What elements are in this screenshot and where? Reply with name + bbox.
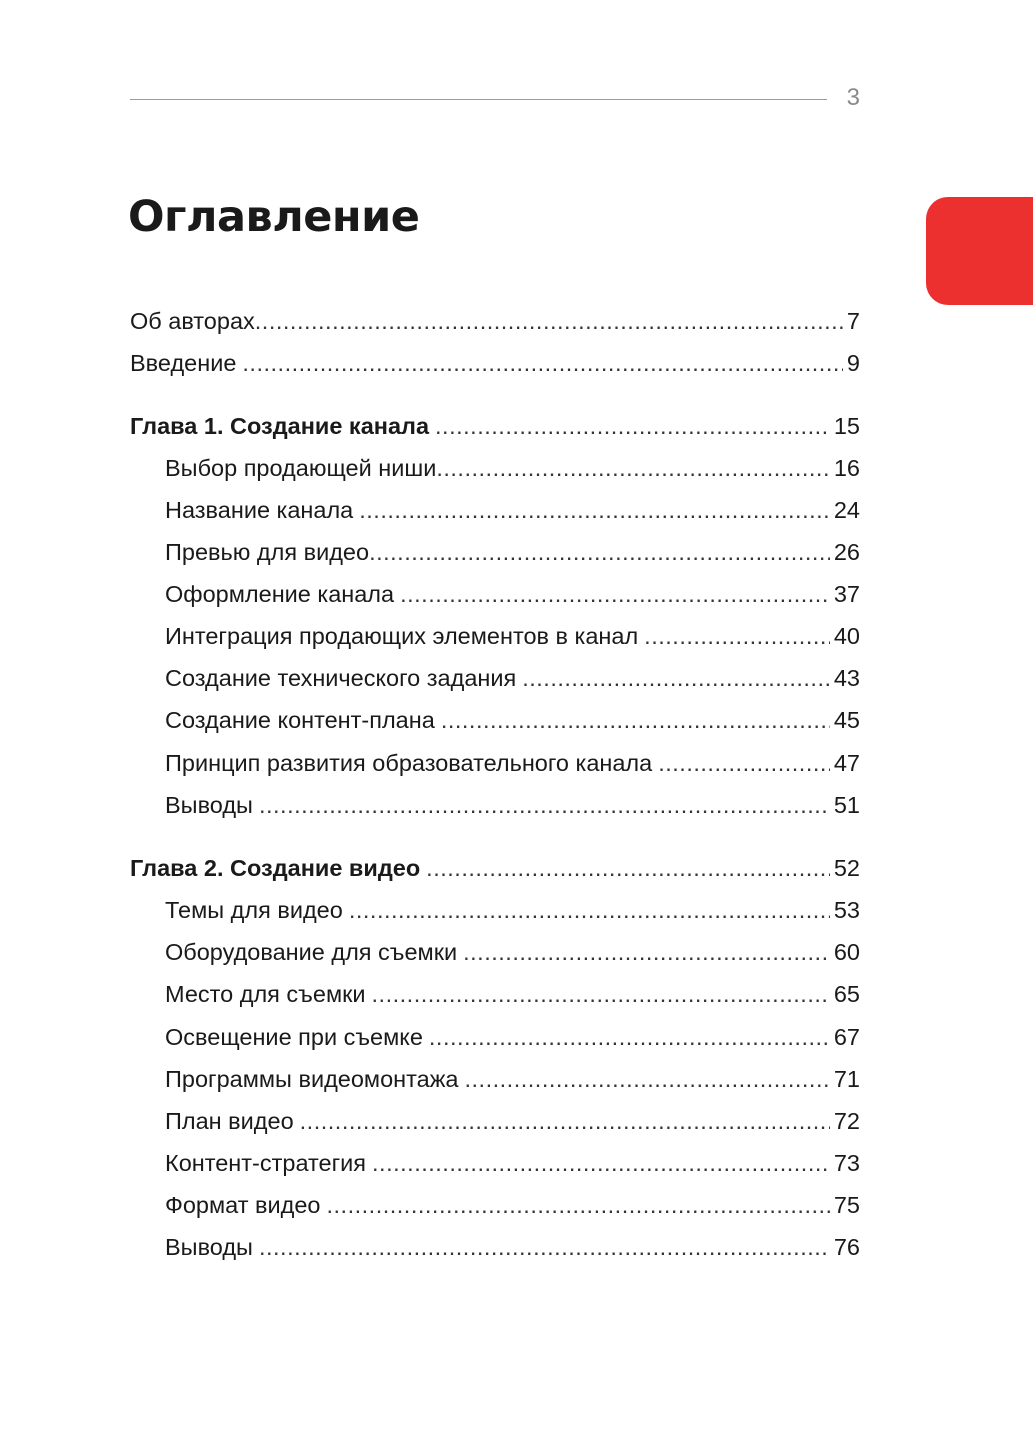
dot-leader	[426, 851, 830, 885]
toc-section[interactable]	[165, 1188, 860, 1222]
toc-section[interactable]	[165, 977, 860, 1011]
toc-section-page: 71	[833, 1066, 860, 1092]
dot-leader	[429, 1020, 830, 1054]
toc-section[interactable]	[165, 703, 860, 737]
toc-section[interactable]	[165, 1020, 860, 1054]
toc-section[interactable]	[165, 493, 860, 527]
toc-section-page: 76	[833, 1234, 860, 1260]
dot-leader	[372, 1146, 830, 1180]
toc-entry-label: Об авторах	[130, 308, 255, 334]
toc-entry-page: 9	[846, 350, 860, 376]
toc-section-page: 40	[833, 623, 860, 649]
toc-section-label: Место для съемки	[165, 981, 366, 1007]
dot-leader	[359, 493, 830, 527]
toc-section-label: План видео	[165, 1108, 294, 1134]
toc-section-page: 65	[833, 981, 860, 1007]
toc-entry-label: Введение	[130, 350, 237, 376]
toc-chapter-2[interactable]	[130, 851, 860, 885]
dot-leader	[372, 977, 830, 1011]
dot-leader	[465, 1062, 830, 1096]
page-title: Оглавление	[128, 192, 420, 242]
dot-leader	[259, 1230, 830, 1264]
toc-section-page: 16	[833, 455, 860, 481]
header-rule	[130, 99, 827, 100]
dot-leader	[463, 935, 830, 969]
toc-section-page: 47	[833, 750, 860, 776]
toc-section-label: Принцип развития образовательного канала	[165, 750, 653, 776]
toc-section-label: Создание технического задания	[165, 665, 517, 691]
toc-section[interactable]	[165, 746, 860, 780]
toc-section-label: Выбор продающей ниши	[165, 455, 437, 481]
dot-leader	[349, 893, 830, 927]
toc-section-label: Формат видео	[165, 1192, 321, 1218]
toc-section[interactable]	[165, 1104, 860, 1138]
toc-section-label: Выводы	[165, 792, 253, 818]
dot-leader	[435, 409, 830, 443]
toc-section-label: Название канала	[165, 497, 354, 523]
dot-leader	[441, 703, 830, 737]
toc-section[interactable]	[165, 535, 860, 569]
toc-section[interactable]	[165, 1230, 860, 1264]
toc-chapter-label: Глава 1. Создание канала	[130, 413, 430, 439]
toc-section[interactable]	[165, 661, 860, 695]
toc-entry-page: 7	[846, 308, 860, 334]
toc-section[interactable]	[165, 577, 860, 611]
toc-section-label: Выводы	[165, 1234, 253, 1260]
toc-section-label: Темы для видео	[165, 897, 343, 923]
toc-chapter-page: 52	[833, 855, 860, 881]
toc-section-label: Освещение при съемке	[165, 1024, 423, 1050]
dot-leader	[255, 304, 843, 338]
toc-section-page: 45	[833, 707, 860, 733]
toc-section-label: Оборудование для съемки	[165, 939, 458, 965]
toc-section-page: 73	[833, 1150, 860, 1176]
dot-leader	[644, 619, 830, 653]
dot-leader	[369, 535, 830, 569]
toc-section[interactable]	[165, 893, 860, 927]
toc-section-page: 51	[833, 792, 860, 818]
dot-leader	[400, 577, 830, 611]
toc-entry-about-authors[interactable]	[130, 304, 860, 338]
toc-section-page: 72	[833, 1108, 860, 1134]
toc-section[interactable]	[165, 1146, 860, 1180]
dot-leader	[522, 661, 830, 695]
toc-section-page: 53	[833, 897, 860, 923]
toc-section-page: 60	[833, 939, 860, 965]
toc-section-page: 43	[833, 665, 860, 691]
toc-section-page: 75	[833, 1192, 860, 1218]
dot-leader	[242, 346, 843, 380]
toc-section-label: Превью для видео	[165, 539, 370, 565]
page-number: 3	[846, 84, 860, 111]
toc-section-page: 37	[833, 581, 860, 607]
dot-leader	[658, 746, 830, 780]
toc-section-label: Создание контент-плана	[165, 707, 435, 733]
toc-chapter-page: 15	[833, 413, 860, 439]
dot-leader	[300, 1104, 830, 1138]
toc-entry-introduction[interactable]	[130, 346, 860, 380]
chapter-side-tab	[926, 197, 1033, 305]
toc-section[interactable]	[165, 788, 860, 822]
toc-section-label: Оформление канала	[165, 581, 395, 607]
dot-leader	[436, 451, 830, 485]
toc-section-label: Программы видеомонтажа	[165, 1066, 459, 1092]
dot-leader	[326, 1188, 829, 1222]
toc-section-page: 67	[833, 1024, 860, 1050]
toc-section[interactable]	[165, 1062, 860, 1096]
toc-section[interactable]	[165, 619, 860, 653]
toc-chapter-label: Глава 2. Создание видео	[130, 855, 421, 881]
toc-section-page: 26	[833, 539, 860, 565]
toc-section-page: 24	[833, 497, 860, 523]
toc-section-label: Контент-стратегия	[165, 1150, 367, 1176]
toc-section[interactable]	[165, 935, 860, 969]
toc-chapter-1[interactable]	[130, 409, 860, 443]
toc-section[interactable]	[165, 451, 860, 485]
dot-leader	[259, 788, 830, 822]
toc-section-label: Интеграция продающих элементов в канал	[165, 623, 639, 649]
